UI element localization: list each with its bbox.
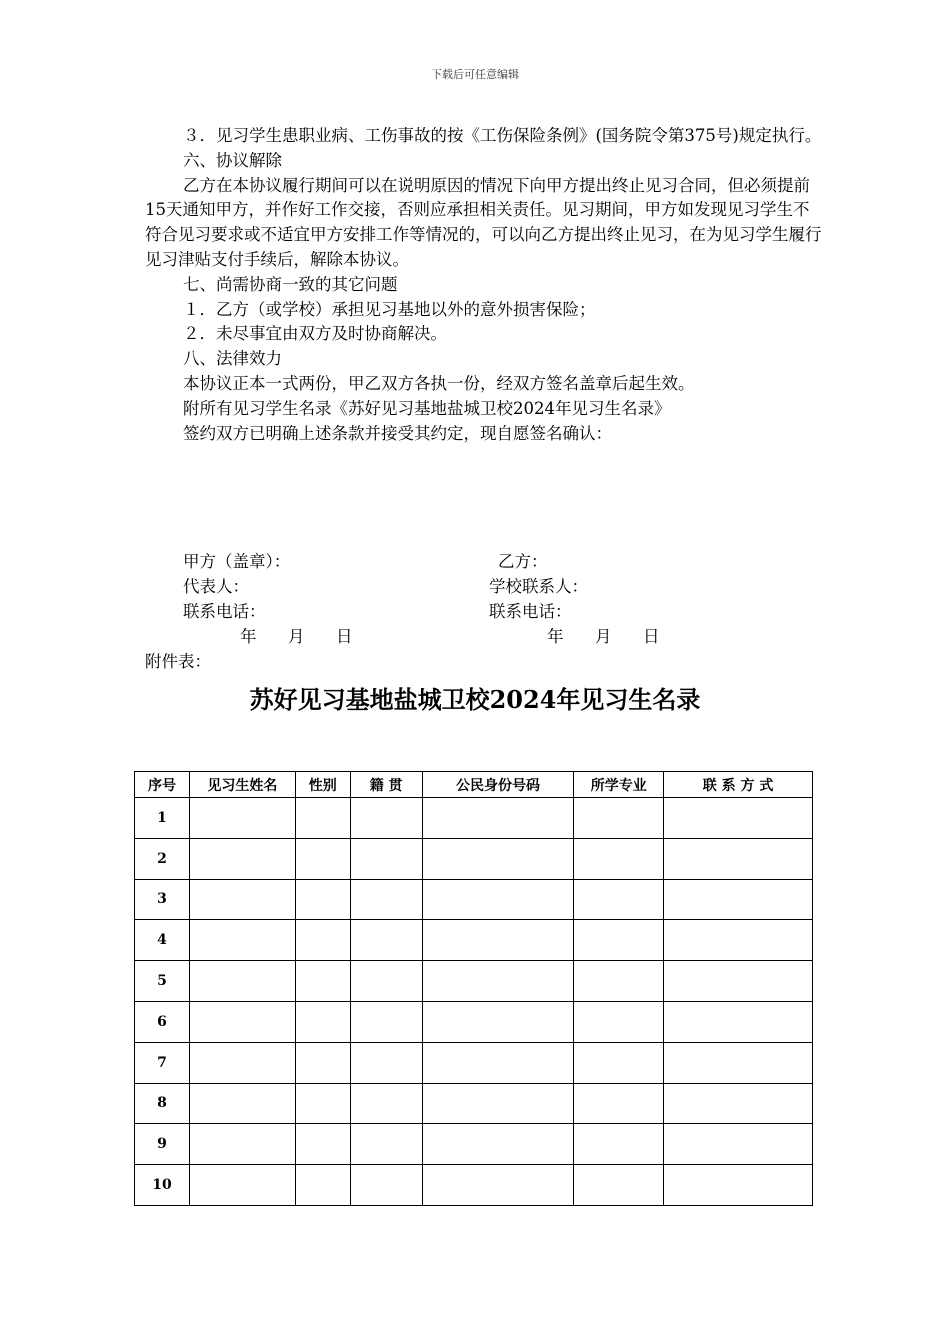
section-termination-heading: 六、协议解除: [183, 150, 282, 170]
intern-roster-table: [134, 771, 813, 1206]
table-row: [135, 879, 813, 920]
column-header: 见习生姓名: [189, 772, 295, 798]
row-number: 6: [135, 1001, 190, 1042]
clause-3: ３．见习学生患职业病、工伤事故的按《工伤保险条例》(国务院令第375号)规定执行。: [183, 126, 822, 145]
table-row: [135, 1124, 813, 1165]
school-contact-label: 学校联系人：: [489, 577, 588, 596]
table-row: [135, 1001, 813, 1042]
table-row: [135, 1042, 813, 1083]
column-header: 序号: [135, 772, 190, 798]
table-row: [135, 1165, 813, 1206]
party-b-label: 乙方：: [498, 552, 548, 571]
column-header: 联 系 方 式: [664, 772, 813, 798]
row-number: 9: [135, 1124, 190, 1165]
attachment-reference: 附所有见习学生名录《苏好见习基地盐城卫校2024年见习生名录》: [183, 398, 671, 418]
table-row: [135, 838, 813, 879]
other-issue-1: １．乙方（或学校）承担见习基地以外的意外损害保险；: [183, 299, 596, 319]
row-number: 3: [135, 879, 190, 920]
row-number: 7: [135, 1042, 190, 1083]
row-number: 8: [135, 1083, 190, 1124]
representative-label: 代表人：: [183, 577, 249, 596]
table-row: [135, 961, 813, 1002]
party-a-seal-label: 甲方（盖章）：: [183, 552, 291, 571]
party-a-phone-label: 联系电话：: [183, 602, 266, 621]
roster-title: 苏好见习基地盐城卫校2024年见习生名录: [249, 685, 701, 714]
other-issue-2: ２．未尽事宜由双方及时协商解决。: [183, 324, 447, 344]
date-day: 日: [643, 627, 660, 646]
date-month: 月: [595, 627, 612, 646]
table-header-row: [135, 772, 813, 798]
confirmation-statement: 签约双方已明确上述条款并接受其约定，现自愿签名确认：: [183, 423, 612, 443]
date-year: 年: [240, 627, 257, 646]
party-a-date: [240, 623, 353, 647]
column-header: 公民身份号码: [422, 772, 574, 798]
column-header: 籍 贯: [350, 772, 422, 798]
date-month: 月: [288, 627, 305, 646]
section-other-issues-heading: 七、尚需协商一致的其它问题: [183, 274, 398, 294]
row-number: 10: [135, 1165, 190, 1206]
legal-effect-clause: 本协议正本一式两份，甲乙双方各执一份，经双方签名盖章后起生效。: [183, 373, 695, 393]
table-row: [135, 1083, 813, 1124]
date-year: 年: [547, 627, 564, 646]
row-number: 2: [135, 838, 190, 879]
agreement-body: [145, 124, 825, 446]
row-number: 1: [135, 798, 190, 839]
table-row: [135, 798, 813, 839]
party-b-date: [547, 623, 660, 647]
section-legal-effect-heading: 八、法律效力: [183, 349, 282, 369]
party-b-phone-label: 联系电话：: [489, 602, 572, 621]
date-day: 日: [336, 627, 353, 646]
header-note: 下载后可任意编辑: [431, 68, 519, 81]
column-header: 性别: [295, 772, 350, 798]
row-number: 5: [135, 961, 190, 1002]
termination-clause: 乙方在本协议履行期间可以在说明原因的情况下向甲方提出终止见习合同，但必须提前15天通知甲方，并作好工作交接，否则应承担相关责任。见习期间，甲方如发现见习学生不符合见习要求或不适宜甲方安排工作等情况的，可以向乙方提出终止见习，在为见习学生履行见习津贴支付手续后，解除本协议。: [145, 175, 822, 269]
attachment-label: 附件表：: [145, 652, 211, 671]
column-header: 所学专业: [574, 772, 664, 798]
table-row: [135, 920, 813, 961]
row-number: 4: [135, 920, 190, 961]
